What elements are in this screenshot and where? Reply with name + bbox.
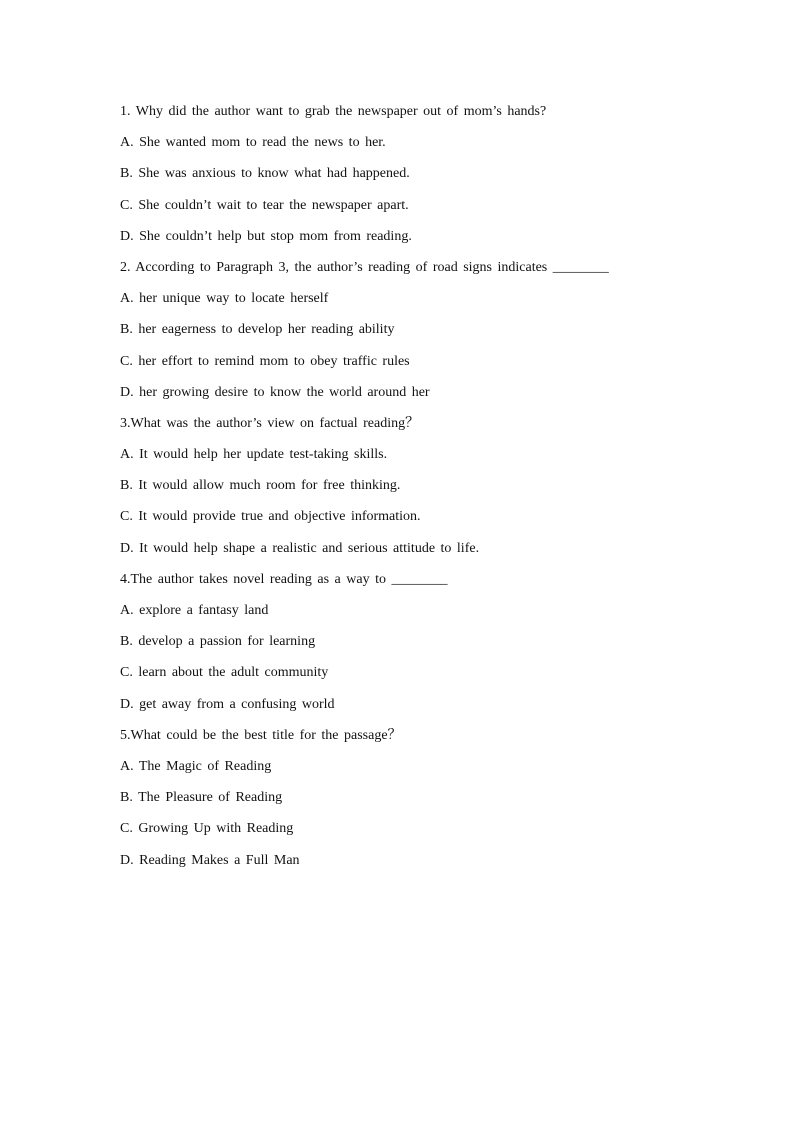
- question-2: [120, 258, 680, 414]
- option-c: C. learn about the adult community: [120, 665, 329, 681]
- option-d: D. get away from a confusing world: [120, 696, 335, 712]
- option-d: D. Reading Makes a Full Man: [120, 852, 300, 868]
- option-a: A. The Magic of Reading: [120, 758, 272, 774]
- option-c: C. Growing Up with Reading: [120, 821, 294, 837]
- option-c: C. It would provide true and objective information.: [120, 509, 421, 525]
- question-stem: 1. Why did the author want to grab the newspaper out of mom’s hands?: [120, 104, 547, 119]
- question-stem: 4.The author takes novel reading as a way to ________: [120, 571, 448, 587]
- question-5: [120, 726, 680, 882]
- question-4: [120, 570, 680, 726]
- option-a: A. It would help her update test-taking skills.: [120, 447, 388, 463]
- option-c: C. She couldn’t wait to tear the newspaper apart.: [120, 197, 409, 213]
- option-b: B. her eagerness to develop her reading ability: [120, 322, 395, 338]
- option-a: A. her unique way to locate herself: [120, 291, 329, 307]
- question-list: [120, 102, 680, 882]
- question-3: [120, 414, 680, 570]
- option-b: B. The Pleasure of Reading: [120, 790, 283, 806]
- option-d: D. She couldn’t help but stop mom from reading.: [120, 228, 412, 244]
- option-a: A. She wanted mom to read the news to her.: [120, 135, 386, 151]
- option-b: B. She was anxious to know what had happened.: [120, 166, 410, 182]
- option-c: C. her effort to remind mom to obey traffic rules: [120, 353, 410, 369]
- question-stem: 2. According to Paragraph 3, the author’s reading of road signs indicates ________: [120, 259, 609, 275]
- option-d: D. her growing desire to know the world around her: [120, 384, 430, 400]
- option-a: A. explore a fantasy land: [120, 603, 269, 618]
- question-1: [120, 102, 680, 258]
- option-b: B. It would allow much room for free thinking.: [120, 478, 401, 494]
- question-stem: 5.What could be the best title for the passage？: [120, 727, 402, 743]
- option-d: D. It would help shape a realistic and serious attitude to life.: [120, 540, 480, 556]
- question-stem: 3.What was the author’s view on factual reading？: [120, 415, 420, 431]
- option-b: B. develop a passion for learning: [120, 634, 316, 650]
